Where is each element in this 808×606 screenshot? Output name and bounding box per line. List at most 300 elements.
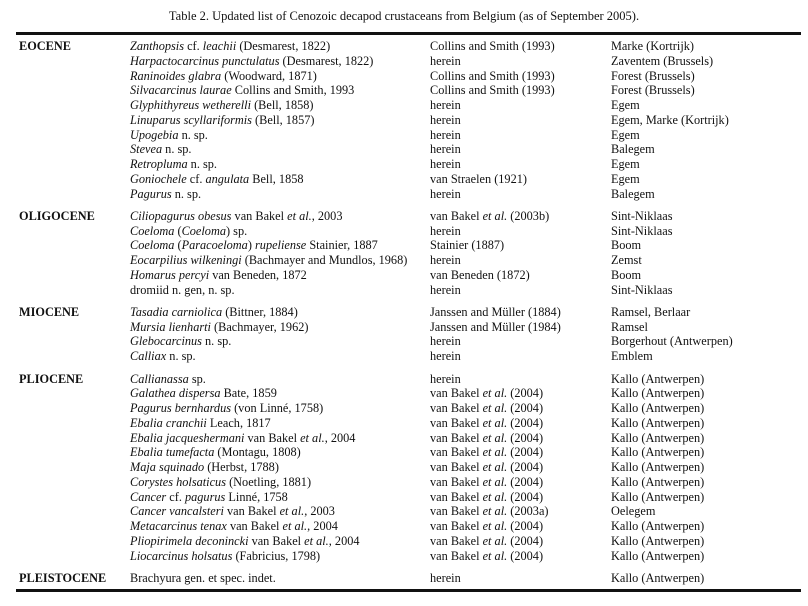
table-row: [0, 349, 808, 364]
text-segment: n. sp.: [201, 334, 232, 349]
italic-text: Pagurus bernhardus: [130, 401, 231, 416]
locality-cell: Kallo (Antwerpen): [611, 533, 705, 548]
italic-text: et al.: [482, 519, 508, 534]
text-segment: herein: [430, 223, 461, 238]
locality-cell: Boom: [611, 267, 642, 282]
italic-text: angulata: [205, 171, 250, 186]
table-row: [0, 401, 808, 416]
locality-cell: Balegem: [611, 186, 655, 201]
species-cell: [130, 209, 342, 224]
table-row: [0, 98, 808, 113]
text-segment: ) sp.: [225, 223, 248, 238]
period-group: [0, 571, 808, 586]
italic-text: Ebalia cranchii: [130, 415, 207, 430]
text-segment: n. sp.: [171, 186, 202, 201]
species-cell: [130, 113, 314, 128]
locality-cell: Forest (Brussels): [611, 83, 695, 98]
text-segment: Collins and Smith, 1993: [231, 83, 355, 98]
text-segment: van Bakel: [430, 504, 483, 519]
text-segment: van Beneden, 1872: [209, 267, 307, 282]
text-segment: herein: [430, 142, 461, 157]
locality-cell: Kallo (Antwerpen): [611, 548, 705, 563]
text-segment: (2004): [507, 430, 544, 445]
table-row: [0, 475, 808, 490]
locality-cell: Marke (Kortrijk): [611, 39, 694, 53]
reference-cell: [430, 305, 561, 320]
italic-text: Harpactocarcinus punctulatus: [130, 53, 280, 68]
text-segment: (2003b): [507, 208, 550, 223]
italic-text: Zanthopsis: [130, 39, 184, 53]
reference-cell: [430, 113, 461, 128]
locality-cell: Sint-Niklaas: [611, 282, 673, 297]
italic-text: Corystes holsaticus: [130, 474, 226, 489]
table-row: [0, 431, 808, 446]
locality-cell: Borgerhout (Antwerpen): [611, 334, 733, 349]
italic-text: pagurus: [184, 489, 226, 504]
reference-cell: [430, 54, 461, 69]
species-cell: [130, 320, 308, 335]
text-segment: Leach, 1817: [206, 415, 271, 430]
text-segment: van Bakel: [430, 401, 483, 416]
species-cell: [130, 224, 247, 239]
italic-text: Maja squinado: [130, 460, 205, 475]
text-segment: Stainier, 1887: [306, 238, 378, 253]
text-segment: , 2004: [328, 533, 360, 548]
species-cell: [130, 142, 191, 157]
reference-cell: [430, 238, 504, 253]
table-row: [0, 519, 808, 534]
text-segment: cf.: [186, 171, 206, 186]
text-segment: (2004): [507, 415, 544, 430]
locality-cell: Oelegem: [611, 504, 656, 519]
text-segment: herein: [430, 282, 461, 297]
table-row: [0, 283, 808, 298]
text-segment: van Bakel: [430, 489, 483, 504]
locality-cell: Kallo (Antwerpen): [611, 474, 705, 489]
text-segment: van Bakel: [430, 445, 483, 460]
italic-text: et al.: [482, 474, 508, 489]
text-segment: dromiid n. gen, n. sp.: [130, 282, 235, 297]
species-cell: [130, 504, 335, 519]
italic-text: Stevea: [130, 142, 163, 157]
species-cell: [130, 372, 206, 387]
reference-cell: [430, 571, 461, 586]
table-row: [0, 172, 808, 187]
text-segment: (2004): [507, 445, 544, 460]
species-cell: [130, 416, 271, 431]
reference-cell: [430, 504, 549, 519]
text-segment: (Bachmayer and Mundlos, 1968): [241, 253, 408, 268]
text-segment: (: [174, 238, 182, 253]
text-segment: van Bakel: [430, 460, 483, 475]
table-row: [0, 416, 808, 431]
text-segment: (Bittner, 1884): [222, 304, 298, 319]
reference-cell: [430, 209, 549, 224]
locality-cell: Forest (Brussels): [611, 68, 695, 83]
species-cell: [130, 39, 330, 54]
text-segment: n. sp.: [162, 142, 192, 157]
reference-cell: [430, 157, 461, 172]
text-segment: , 2003: [311, 208, 343, 223]
period-label: PLEISTOCENE: [19, 570, 107, 585]
italic-text: Glyphithyreus wetherelli: [130, 98, 252, 112]
italic-text: Retropluma: [130, 157, 188, 171]
period-label: OLIGOCENE: [19, 208, 95, 223]
text-segment: (2004): [507, 519, 544, 534]
text-segment: van Bakel: [231, 208, 288, 223]
text-segment: (Bachmayer, 1962): [210, 319, 309, 334]
text-segment: (Woodward, 1871): [221, 68, 317, 83]
reference-cell: [430, 372, 461, 387]
species-cell: [130, 549, 320, 564]
text-segment: van Bakel: [223, 504, 280, 519]
species-cell: [130, 349, 196, 364]
italic-text: leachii: [202, 39, 237, 53]
italic-text: Glebocarcinus: [130, 334, 202, 349]
table-row: [0, 128, 808, 143]
reference-cell: [430, 128, 461, 143]
text-segment: Janssen and Müller (1984): [430, 319, 561, 334]
reference-cell: [430, 69, 555, 84]
species-cell: [130, 534, 360, 549]
italic-text: Mursia lienharti: [130, 319, 211, 334]
italic-text: et al.: [287, 208, 312, 223]
locality-cell: Egem, Marke (Kortrijk): [611, 112, 729, 127]
reference-cell: [430, 401, 543, 416]
locality-cell: Kallo (Antwerpen): [611, 371, 705, 386]
italic-text: et al.: [482, 430, 508, 445]
species-cell: [130, 238, 378, 253]
text-segment: van Bakel: [430, 474, 483, 489]
reference-cell: [430, 320, 561, 335]
locality-cell: Kallo (Antwerpen): [611, 460, 705, 475]
text-segment: Janssen and Müller (1884): [430, 304, 561, 319]
text-segment: herein: [430, 157, 461, 171]
text-segment: cf.: [166, 489, 185, 504]
species-cell: [130, 334, 231, 349]
text-segment: n. sp.: [178, 127, 208, 142]
species-cell: [130, 401, 323, 416]
text-segment: herein: [430, 371, 461, 386]
table-row: [0, 209, 808, 224]
locality-cell: Kallo (Antwerpen): [611, 415, 705, 430]
italic-text: Coeloma: [181, 223, 226, 238]
reference-cell: [430, 334, 461, 349]
reference-cell: [430, 187, 461, 202]
reference-cell: [430, 283, 461, 298]
locality-cell: Kallo (Antwerpen): [611, 570, 705, 585]
locality-cell: Emblem: [611, 349, 653, 364]
italic-text: Galathea dispersa: [130, 386, 221, 401]
locality-cell: Zemst: [611, 253, 642, 268]
italic-text: et al.: [300, 430, 325, 445]
species-cell: [130, 54, 373, 69]
italic-text: et al.: [482, 415, 508, 430]
reference-cell: [430, 475, 543, 490]
text-segment: (Fabricius, 1798): [232, 548, 321, 563]
text-segment: Stainier (1887): [430, 238, 505, 253]
table-row: [0, 253, 808, 268]
period-label: PLIOCENE: [19, 371, 84, 386]
italic-text: Ebalia jacqueshermani: [130, 430, 245, 445]
reference-cell: [430, 519, 543, 534]
italic-text: Cancer: [130, 489, 167, 504]
table-row: [0, 157, 808, 172]
text-segment: van Bakel: [430, 533, 483, 548]
reference-cell: [430, 268, 530, 283]
text-segment: (Noetling, 1881): [226, 474, 312, 489]
text-segment: n. sp.: [166, 349, 196, 364]
locality-cell: Kallo (Antwerpen): [611, 489, 705, 504]
species-cell: [130, 475, 311, 490]
table-row: [0, 334, 808, 349]
reference-cell: [430, 549, 543, 564]
table-caption: Table 2. Updated list of Cenozoic decapod crustaceans from Belgium (as of September 2005).: [168, 9, 640, 23]
table-row: [0, 224, 808, 239]
table-row: [0, 39, 808, 54]
text-segment: (2004): [507, 548, 544, 563]
table-row: [0, 534, 808, 549]
text-segment: Brachyura gen. et spec. indet.: [130, 570, 276, 585]
italic-text: Linuparus scyllariformis: [130, 112, 252, 127]
species-cell: [130, 460, 279, 475]
italic-text: Ciliopagurus obesus: [130, 208, 232, 223]
table-body: [0, 39, 808, 593]
species-cell: [130, 83, 354, 98]
text-segment: herein: [430, 570, 461, 585]
text-segment: Linné, 1758: [225, 489, 288, 504]
italic-text: et al.: [282, 519, 308, 534]
species-cell: [130, 431, 355, 446]
text-segment: (2003a): [507, 504, 549, 519]
italic-text: Calliax: [130, 349, 167, 364]
text-segment: (Montagu, 1808): [214, 445, 301, 460]
species-cell: [130, 445, 301, 460]
table-row: [0, 320, 808, 335]
table-row: [0, 268, 808, 283]
locality-cell: Ramsel: [611, 319, 648, 334]
locality-cell: Egem: [611, 98, 640, 112]
locality-cell: Kallo (Antwerpen): [611, 430, 705, 445]
locality-cell: Egem: [611, 127, 640, 142]
table-row: [0, 238, 808, 253]
italic-text: Goniochele: [130, 171, 187, 186]
species-cell: [130, 490, 288, 505]
italic-text: Callianassa: [130, 371, 189, 386]
table-row: [0, 549, 808, 564]
table-row: [0, 305, 808, 320]
text-segment: herein: [430, 127, 461, 142]
italic-text: Upogebia: [130, 127, 179, 142]
reference-cell: [430, 386, 543, 401]
period-group: [0, 305, 808, 364]
period-group: [0, 372, 808, 564]
text-segment: (: [174, 223, 182, 238]
table-row: [0, 386, 808, 401]
species-cell: [130, 172, 304, 187]
italic-text: Coeloma: [130, 223, 175, 238]
species-cell: [130, 305, 298, 320]
period-label: EOCENE: [19, 39, 71, 53]
reference-cell: [430, 445, 543, 460]
table-row: [0, 571, 808, 586]
italic-text: Ebalia tumefacta: [130, 445, 215, 460]
text-segment: (Desmarest, 1822): [279, 53, 374, 68]
text-segment: van Bakel: [430, 548, 483, 563]
reference-cell: [430, 534, 543, 549]
text-segment: herein: [430, 53, 461, 68]
italic-text: Eocarpilius wilkeningi: [130, 253, 242, 268]
table-row: [0, 445, 808, 460]
text-segment: van Bakel: [430, 386, 483, 401]
species-cell: [130, 571, 276, 586]
text-segment: van Beneden (1872): [430, 267, 530, 282]
italic-text: Metacarcinus tenax: [130, 519, 227, 534]
text-segment: , 2003: [304, 504, 335, 519]
italic-text: Coeloma: [130, 238, 175, 253]
text-segment: ): [247, 238, 256, 253]
italic-text: et al.: [482, 401, 508, 416]
italic-text: Raninoides glabra: [130, 68, 222, 83]
locality-cell: Zaventem (Brussels): [611, 53, 714, 68]
text-segment: van Bakel: [430, 430, 483, 445]
italic-text: Tasadia carniolica: [130, 304, 223, 319]
italic-text: et al.: [482, 489, 508, 504]
locality-cell: Kallo (Antwerpen): [611, 386, 705, 401]
locality-cell: Ramsel, Berlaar: [611, 304, 691, 319]
table-row: [0, 504, 808, 519]
text-segment: cf.: [184, 39, 203, 53]
bottom-rule: [16, 589, 801, 592]
italic-text: Homarus percyi: [130, 267, 210, 282]
locality-cell: Egem: [611, 171, 640, 186]
text-segment: herein: [430, 334, 461, 349]
italic-text: et al.: [482, 548, 508, 563]
italic-text: et al.: [482, 445, 508, 460]
table-row: [0, 460, 808, 475]
text-segment: , 2004: [307, 519, 338, 534]
text-segment: van Bakel: [248, 533, 305, 548]
italic-text: Silvacarcinus laurae: [130, 83, 232, 98]
text-segment: (Bell, 1857): [251, 112, 315, 127]
text-segment: (2004): [507, 401, 544, 416]
italic-text: et al.: [482, 533, 508, 548]
text-segment: , 2004: [324, 430, 356, 445]
text-segment: (2004): [507, 533, 544, 548]
table-row: [0, 113, 808, 128]
italic-text: et al.: [279, 504, 305, 519]
text-segment: herein: [430, 186, 461, 201]
reference-cell: [430, 431, 543, 446]
text-segment: (2004): [507, 474, 544, 489]
text-segment: (Herbst, 1788): [204, 460, 279, 475]
text-segment: sp.: [188, 371, 206, 386]
text-segment: (von Linné, 1758): [231, 401, 324, 416]
text-segment: n. sp.: [187, 157, 217, 171]
reference-cell: [430, 253, 461, 268]
italic-text: rupeliense: [255, 238, 307, 253]
species-cell: [130, 187, 201, 202]
reference-cell: [430, 224, 461, 239]
reference-cell: [430, 490, 543, 505]
italic-text: et al.: [482, 386, 508, 401]
text-segment: Bate, 1859: [220, 386, 277, 401]
reference-cell: [430, 83, 555, 98]
text-segment: herein: [430, 98, 461, 112]
text-segment: van Bakel: [226, 519, 283, 534]
period-group: [0, 209, 808, 298]
top-rule: [16, 32, 801, 35]
text-segment: Collins and Smith (1993): [430, 68, 555, 83]
text-segment: (2004): [507, 386, 544, 401]
table-row: [0, 69, 808, 84]
locality-cell: Kallo (Antwerpen): [611, 445, 705, 460]
text-segment: Collins and Smith (1993): [430, 83, 555, 98]
italic-text: Cancer vancalsteri: [130, 504, 224, 519]
locality-cell: Boom: [611, 238, 642, 253]
reference-cell: [430, 460, 543, 475]
reference-cell: [430, 172, 527, 187]
species-cell: [130, 98, 314, 113]
reference-cell: [430, 98, 461, 113]
table-row: [0, 490, 808, 505]
italic-text: Paracoeloma: [181, 238, 248, 253]
table-row: [0, 54, 808, 69]
text-segment: (Desmarest, 1822): [236, 39, 331, 53]
table-row: [0, 187, 808, 202]
text-segment: (2004): [507, 489, 544, 504]
locality-cell: Sint-Niklaas: [611, 208, 673, 223]
species-cell: [130, 386, 277, 401]
italic-text: et al.: [304, 533, 329, 548]
italic-text: Pagurus: [130, 186, 172, 201]
italic-text: et al.: [482, 504, 508, 519]
reference-cell: [430, 39, 555, 54]
text-segment: van Straelen (1921): [430, 171, 527, 186]
species-cell: [130, 157, 217, 172]
species-cell: [130, 128, 208, 143]
locality-cell: Balegem: [611, 142, 655, 157]
species-cell: [130, 268, 307, 283]
locality-cell: Sint-Niklaas: [611, 223, 673, 238]
text-segment: Collins and Smith (1993): [430, 39, 555, 53]
locality-cell: Kallo (Antwerpen): [611, 401, 705, 416]
locality-cell: Egem: [611, 157, 640, 171]
locality-cell: Kallo (Antwerpen): [611, 519, 705, 534]
reference-cell: [430, 142, 461, 157]
text-segment: van Bakel: [244, 430, 301, 445]
text-segment: Bell, 1858: [249, 171, 304, 186]
reference-cell: [430, 349, 461, 364]
text-segment: van Bakel: [430, 519, 483, 534]
text-segment: (Bell, 1858): [251, 98, 314, 112]
period-label: MIOCENE: [19, 304, 80, 319]
text-segment: herein: [430, 253, 461, 268]
italic-text: et al.: [482, 208, 508, 223]
species-cell: [130, 519, 338, 534]
italic-text: et al.: [482, 460, 508, 475]
species-cell: [130, 69, 317, 84]
italic-text: Liocarcinus holsatus: [130, 548, 233, 563]
text-segment: herein: [430, 112, 461, 127]
reference-cell: [430, 416, 543, 431]
text-segment: van Bakel: [430, 208, 483, 223]
table-row: [0, 142, 808, 157]
text-segment: (2004): [507, 460, 544, 475]
period-group: [0, 39, 808, 201]
species-cell: [130, 283, 235, 298]
table-row: [0, 372, 808, 387]
